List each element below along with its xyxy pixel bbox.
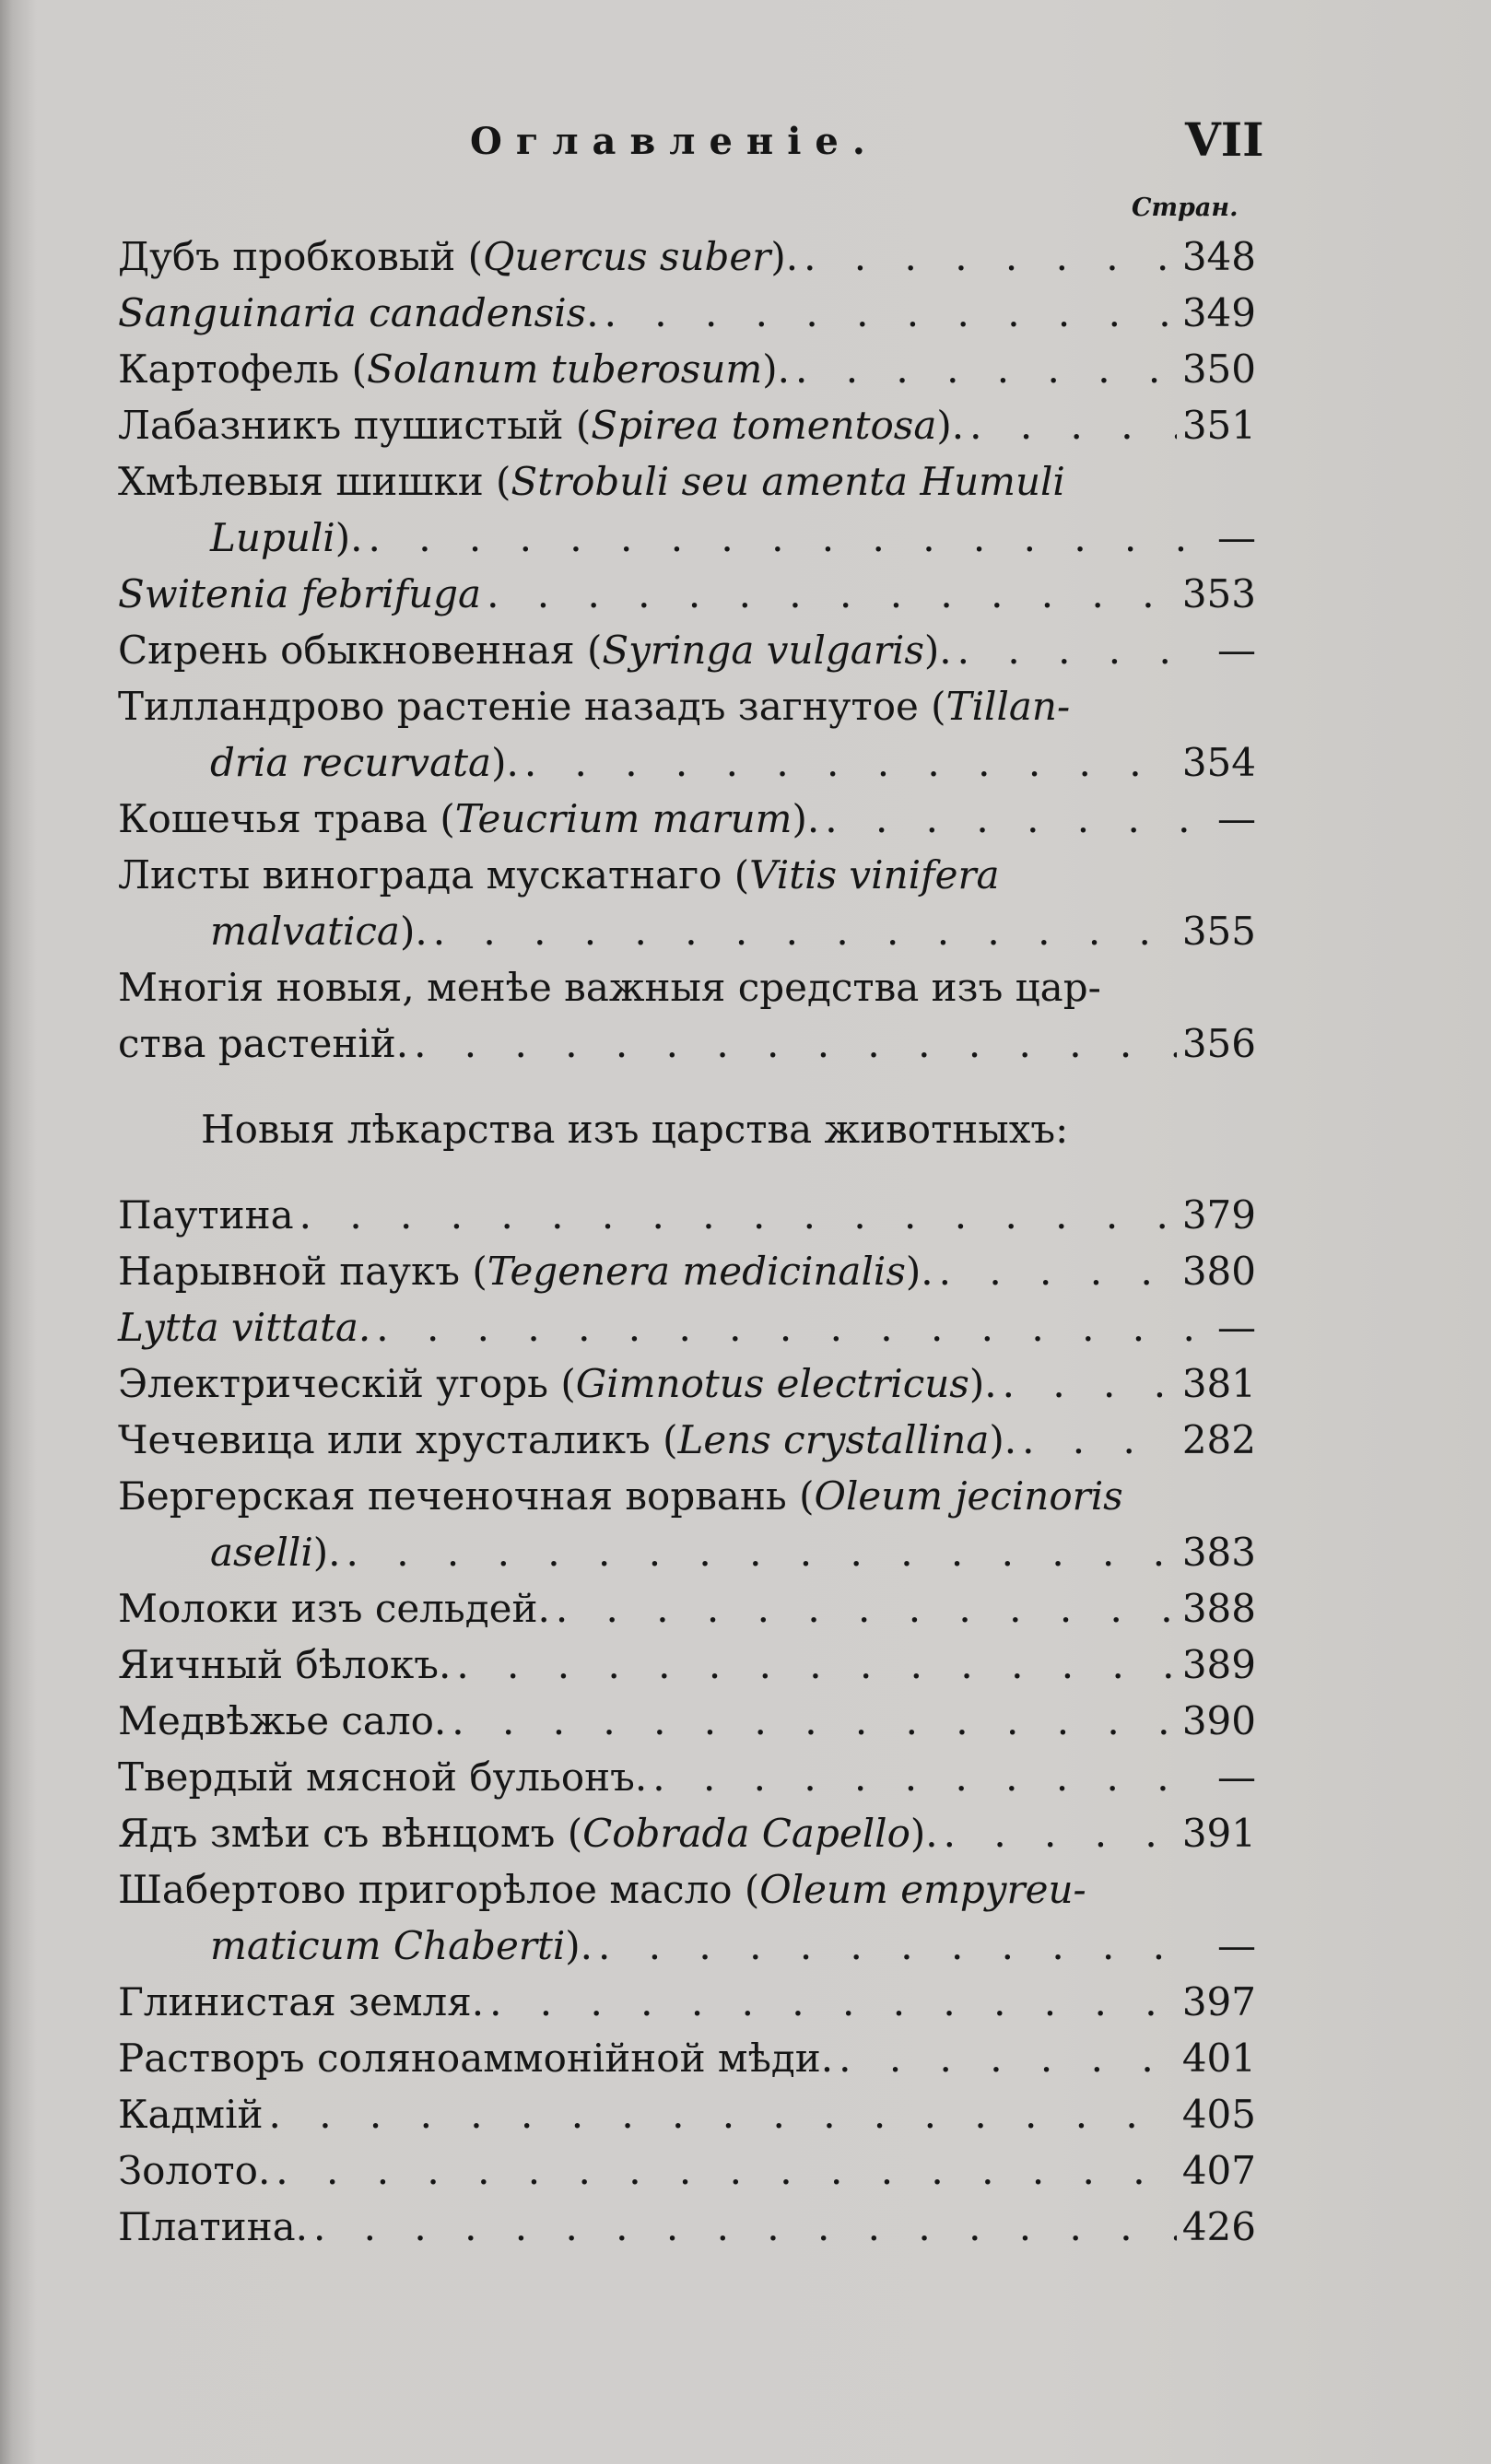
entry-tail: ). [936, 403, 965, 448]
leader-dots [487, 566, 1177, 622]
entry-tail: ). [923, 628, 952, 673]
toc-entry [118, 1749, 1256, 1805]
entry-line [118, 1861, 1256, 1918]
entry-latin: Teucrium marum [454, 796, 792, 841]
leader-dots [652, 1749, 1195, 1805]
entry-page: — [1217, 1923, 1256, 1968]
toc-entry-vitis [118, 847, 1256, 959]
leader-dots [433, 903, 1177, 959]
entry-text: Медвѣжье сало. [118, 1698, 447, 1743]
toc-entry [118, 1412, 1256, 1468]
toc-entry [118, 1805, 1256, 1861]
leader-dots [795, 341, 1177, 397]
entry-latin: Syringa vulgaris [602, 628, 924, 673]
leader-dots [456, 1637, 1176, 1693]
entry-latin: Switenia febrifuga [118, 571, 482, 616]
entry-text: Золото. [118, 2148, 271, 2193]
entry-text: Шабертово пригорѣлое масло ( [118, 1867, 760, 1912]
entry-line [118, 510, 1256, 566]
entry-text: Глинистая земля. [118, 1979, 485, 2024]
leader-dots [376, 1299, 1195, 1355]
entry-tail: . [586, 290, 599, 335]
toc-entry [118, 622, 1256, 678]
toc-entry [118, 1243, 1256, 1299]
leader-dots [839, 2030, 1177, 2086]
entry-text: Сирень обыкновенная ( [118, 628, 603, 673]
entry-page: 380 [1181, 1249, 1256, 1294]
entry-latin: Sanguinaria canadensis [118, 290, 587, 335]
entry-latin: Cobrada Capello [582, 1811, 910, 1856]
entry-page: 397 [1181, 1979, 1256, 2024]
entry-page: 388 [1181, 1586, 1256, 1631]
entry-page: — [1217, 796, 1256, 841]
entry-page: 351 [1181, 403, 1256, 448]
entry-latin: dria recurvata [210, 740, 492, 785]
toc-group-1 [118, 229, 1256, 453]
toc-entry [118, 1693, 1256, 1749]
entry-line [118, 903, 1256, 959]
entry-latin: malvatica [210, 909, 400, 954]
toc-entry-hops [118, 453, 1256, 566]
entry-tail: ). [910, 1811, 938, 1856]
leader-dots [1022, 1412, 1177, 1468]
entry-page: — [1217, 515, 1256, 560]
toc-entry [118, 1299, 1256, 1355]
entry-line [118, 453, 1256, 510]
entry-page: 379 [1181, 1192, 1256, 1238]
leader-dots [804, 229, 1177, 285]
entry-text: Электрическій угорь ( [118, 1361, 576, 1406]
entry-tail: ). [335, 515, 363, 560]
toc-group-5 [118, 1974, 1256, 2255]
toc-entry [118, 229, 1256, 285]
entry-page: 391 [1181, 1811, 1256, 1856]
toc-entry-chabert [118, 1861, 1256, 1974]
toc-entry [118, 341, 1256, 397]
leader-dots [269, 2086, 1177, 2142]
entry-page: — [1217, 1305, 1256, 1350]
entry-latin: Tegenera medicinalis [487, 1249, 906, 1294]
leader-dots [939, 1243, 1177, 1299]
toc-entry [118, 1637, 1256, 1693]
entry-text: ства растеній. [118, 1021, 409, 1066]
leader-dots [1003, 1355, 1177, 1412]
entry-page: 401 [1181, 2036, 1256, 2081]
entry-page: 348 [1181, 234, 1256, 279]
entry-page: 353 [1181, 571, 1256, 616]
leader-dots [369, 510, 1196, 566]
entry-text: Листы винограда мускатнаго ( [118, 852, 750, 898]
entry-text: Молоки изъ сельдей. [118, 1586, 550, 1631]
entry-text: Картофель ( [118, 346, 367, 392]
leader-dots [944, 1805, 1177, 1861]
leader-dots [957, 622, 1195, 678]
entry-text: Хмѣлевыя шишки ( [118, 459, 511, 504]
entry-tail: ). [989, 1417, 1017, 1462]
entry-latin: Lens crystallina [677, 1417, 990, 1462]
toc-group-4 [118, 1580, 1256, 1861]
entry-text: Нарывной паукъ ( [118, 1249, 487, 1294]
table-of-contents [118, 229, 1256, 2255]
leader-dots [489, 1974, 1177, 2030]
entry-text: Чечевица или хрусталикъ ( [118, 1417, 678, 1462]
entry-page: 407 [1181, 2148, 1256, 2193]
entry-text: Яичный бѣлокъ. [118, 1642, 452, 1687]
toc-group-2 [118, 566, 1256, 678]
toc-entry [118, 2030, 1256, 2086]
entry-tail: ). [312, 1530, 341, 1575]
entry-text: Дубъ пробковый ( [118, 234, 484, 279]
entry-page: 381 [1181, 1361, 1256, 1406]
entry-line [118, 847, 1256, 903]
entry-line [118, 1468, 1256, 1524]
entry-page: — [1217, 628, 1256, 673]
leader-dots [556, 1580, 1177, 1637]
entry-line: Многія новыя, менѣе важныя средства изъ цар- [118, 965, 1101, 1010]
entry-latin: Oleum jecinoris [814, 1473, 1123, 1519]
toc-entry [118, 2142, 1256, 2199]
toc-entry [118, 285, 1256, 341]
entry-tail: ). [491, 740, 519, 785]
entry-latin: aselli [210, 1530, 313, 1575]
entry-line [118, 734, 1256, 791]
leader-dots [414, 1015, 1177, 1072]
leader-dots [313, 2199, 1177, 2255]
entry-text: Твердый мясной бульонъ. [118, 1754, 648, 1800]
leader-dots [452, 1693, 1177, 1749]
entry-text: Тилландрово растеніе назадъ загнутое ( [118, 684, 946, 729]
entry-page: 349 [1181, 290, 1256, 335]
entry-latin: Strobuli seu amenta Humuli [511, 459, 1065, 504]
entry-page: 356 [1181, 1021, 1256, 1066]
entry-page: 282 [1181, 1417, 1256, 1462]
entry-text: Растворъ солянoаммонійной мѣди. [118, 2036, 834, 2081]
entry-latin: Vitis vinifera [749, 852, 1000, 898]
entry-latin: Lupuli [210, 515, 335, 560]
toc-entry-tillandsia [118, 678, 1256, 791]
entry-page: 390 [1181, 1698, 1256, 1743]
entry-tail: ). [969, 1361, 997, 1406]
entry-page: — [1217, 1754, 1256, 1800]
entry-text: Бергерская печеночная ворвань ( [118, 1473, 815, 1519]
page-number: VII [1185, 112, 1264, 167]
entry-page: 383 [1181, 1530, 1256, 1575]
entry-text: Паутина [118, 1192, 294, 1238]
toc-entry [118, 1974, 1256, 2030]
entry-page: 426 [1181, 2204, 1256, 2249]
entry-page: 405 [1181, 2092, 1256, 2137]
toc-entry-teucrium [118, 791, 1256, 847]
section-heading: Новыя лѣкарства изъ царства животныхъ: [201, 1107, 1069, 1152]
entry-tail: ). [905, 1249, 933, 1294]
entry-text: Кошечья трава ( [118, 796, 455, 841]
leader-dots [524, 734, 1177, 791]
leader-dots [598, 1918, 1195, 1974]
entry-page: 389 [1181, 1642, 1256, 1687]
leader-dots [605, 285, 1177, 341]
entry-text: Кадмій [118, 2092, 264, 2137]
leader-dots [276, 2142, 1177, 2199]
entry-line [118, 1524, 1256, 1580]
entry-tail: ). [762, 346, 790, 392]
entry-latin: Lytta vittata. [118, 1305, 371, 1350]
entry-text: Платина. [118, 2204, 308, 2249]
entry-tail: ). [565, 1923, 593, 1968]
entry-page: 350 [1181, 346, 1256, 392]
toc-entry-oleum [118, 1468, 1256, 1580]
entry-line [118, 1918, 1256, 1974]
entry-tail: ). [792, 796, 820, 841]
toc-entry-many [118, 959, 1256, 1072]
entry-line [118, 1015, 1256, 1072]
entry-latin: Solanum tuberosum [366, 346, 763, 392]
entry-latin: maticum Chaberti [210, 1923, 566, 1968]
entry-latin: Quercus suber [483, 234, 771, 279]
entry-page: 354 [1181, 740, 1256, 785]
entry-latin: Gimnotus electricus [575, 1361, 969, 1406]
entry-text: Лабазникъ пушистый ( [118, 403, 592, 448]
entry-text: Ядъ змѣи съ вѣнцомъ ( [118, 1811, 583, 1856]
toc-entry [118, 1580, 1256, 1637]
toc-group-3 [118, 1187, 1256, 1468]
toc-entry [118, 1187, 1256, 1243]
toc-entry [118, 2199, 1256, 2255]
toc-entry [118, 1355, 1256, 1412]
entry-tail: ). [770, 234, 799, 279]
leader-dots [969, 397, 1177, 453]
leader-dots [346, 1524, 1177, 1580]
page-title: Оглавленіе. [470, 120, 879, 163]
page-column-label: Стран. [1132, 194, 1239, 222]
toc-entry [118, 2086, 1256, 2142]
toc-entry [118, 397, 1256, 453]
entry-page: 355 [1181, 909, 1256, 954]
leader-dots [825, 791, 1195, 847]
entry-tail: ). [399, 909, 428, 954]
entry-latin: Spirea tomentosa [591, 403, 937, 448]
entry-latin: Tillan- [945, 684, 1071, 729]
entry-latin: Oleum empyreu- [759, 1867, 1086, 1912]
toc-entry [118, 566, 1256, 622]
leader-dots [299, 1187, 1177, 1243]
entry-line [118, 678, 1256, 734]
